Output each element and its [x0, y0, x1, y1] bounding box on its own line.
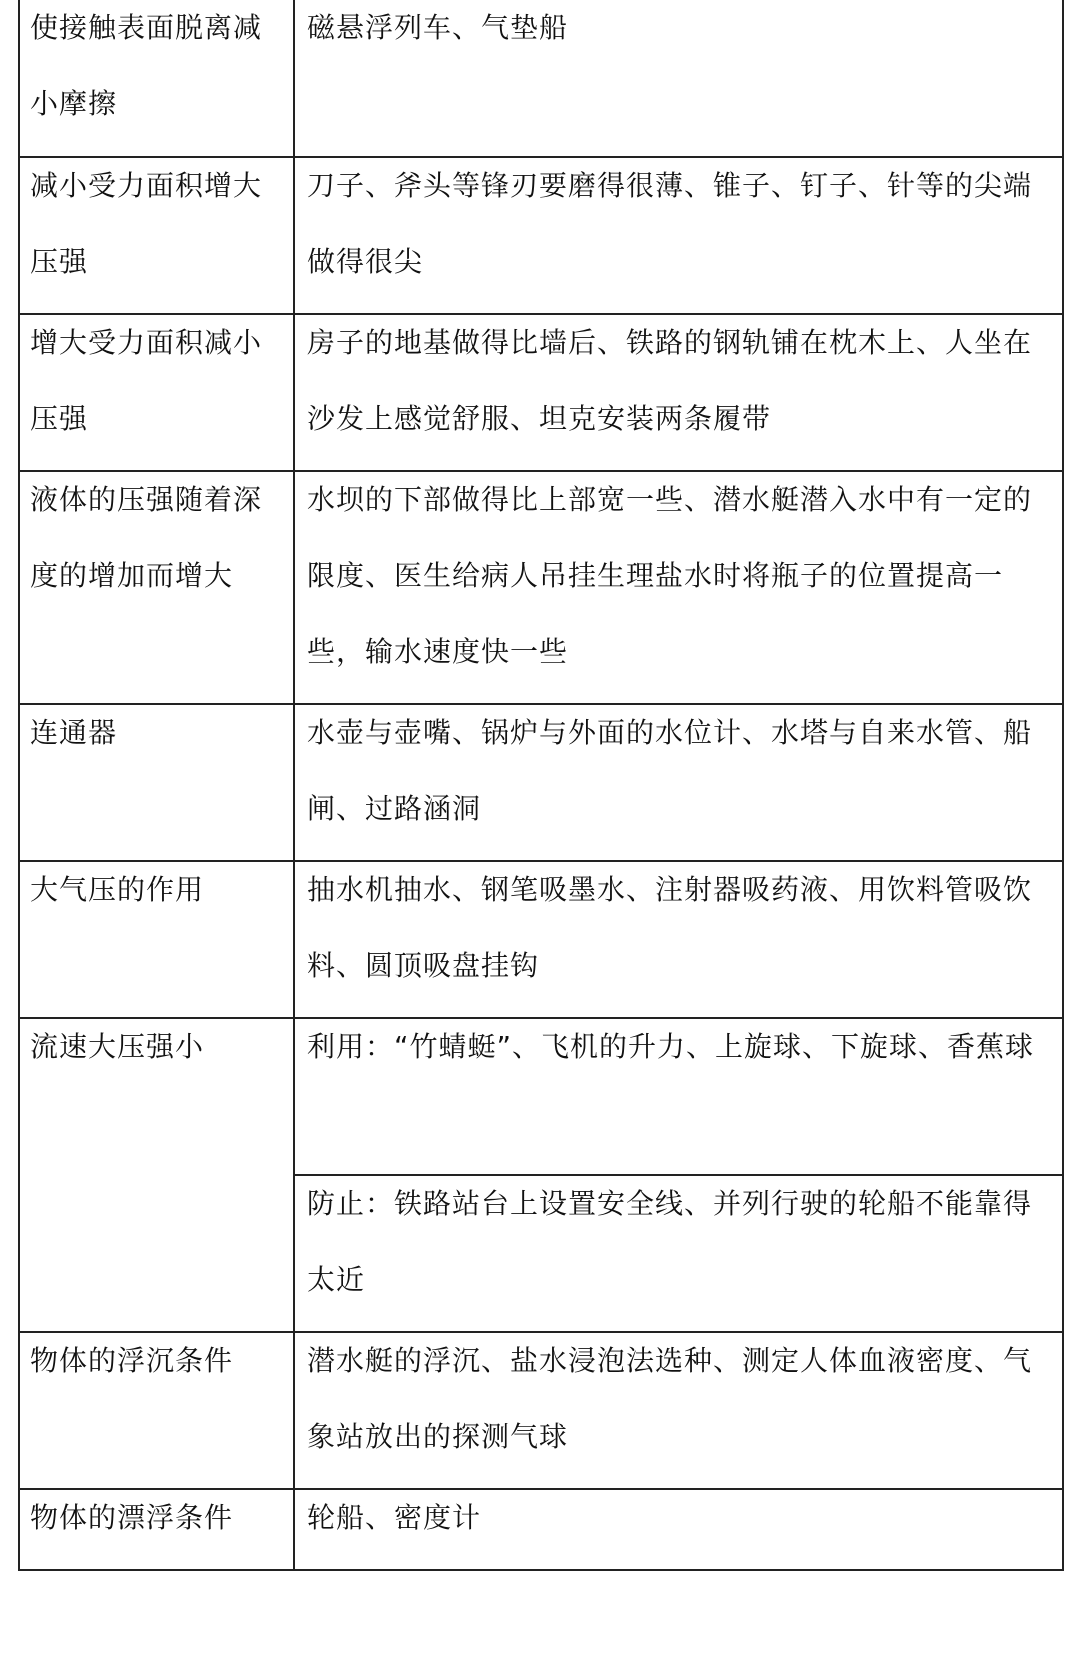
- examples-cell: 磁悬浮列车、气垫船: [294, 0, 1063, 157]
- principle-cell: 增大受力面积减小压强: [19, 314, 294, 471]
- table-row: [19, 314, 1063, 471]
- principle-cell: 大气压的作用: [19, 861, 294, 1018]
- principle-cell: 减小受力面积增大压强: [19, 157, 294, 314]
- examples-cell: 水坝的下部做得比上部宽一些、潜水艇潜入水中有一定的限度、医生给病人吊挂生理盐水时将瓶子的位置提高一些，输水速度快一些: [294, 471, 1063, 704]
- principle-cell: 使接触表面脱离减小摩擦: [19, 0, 294, 157]
- physics-application-table-container: [18, 0, 1062, 1571]
- table-row: [19, 0, 1063, 157]
- table-row: [19, 471, 1063, 704]
- table-row: [19, 1489, 1063, 1570]
- examples-cell: 潜水艇的浮沉、盐水浸泡法选种、测定人体血液密度、气象站放出的探测气球: [294, 1332, 1063, 1489]
- examples-cell: 轮船、密度计: [294, 1489, 1063, 1570]
- table-row: [19, 704, 1063, 861]
- table-row: [19, 157, 1063, 314]
- principle-cell: 物体的浮沉条件: [19, 1332, 294, 1489]
- principle-cell: 液体的压强随着深度的增加而增大: [19, 471, 294, 704]
- physics-application-table: [18, 0, 1064, 1571]
- table-row: [19, 1332, 1063, 1489]
- examples-cell: 防止：铁路站台上设置安全线、并列行驶的轮船不能靠得太近: [294, 1175, 1063, 1332]
- table-row: [19, 861, 1063, 1018]
- examples-cell: 利用：“竹蜻蜓”、飞机的升力、上旋球、下旋球、香蕉球: [294, 1018, 1063, 1175]
- table-row: [19, 1018, 1063, 1175]
- examples-cell: 抽水机抽水、钢笔吸墨水、注射器吸药液、用饮料管吸饮料、圆顶吸盘挂钩: [294, 861, 1063, 1018]
- examples-cell: 水壶与壶嘴、锅炉与外面的水位计、水塔与自来水管、船闸、过路涵洞: [294, 704, 1063, 861]
- examples-cell: 房子的地基做得比墙后、铁路的钢轨铺在枕木上、人坐在沙发上感觉舒服、坦克安装两条履带: [294, 314, 1063, 471]
- examples-cell: 刀子、斧头等锋刃要磨得很薄、锥子、钉子、针等的尖端做得很尖: [294, 157, 1063, 314]
- principle-cell: 连通器: [19, 704, 294, 861]
- principle-cell: 流速大压强小: [19, 1018, 294, 1332]
- principle-cell: 物体的漂浮条件: [19, 1489, 294, 1570]
